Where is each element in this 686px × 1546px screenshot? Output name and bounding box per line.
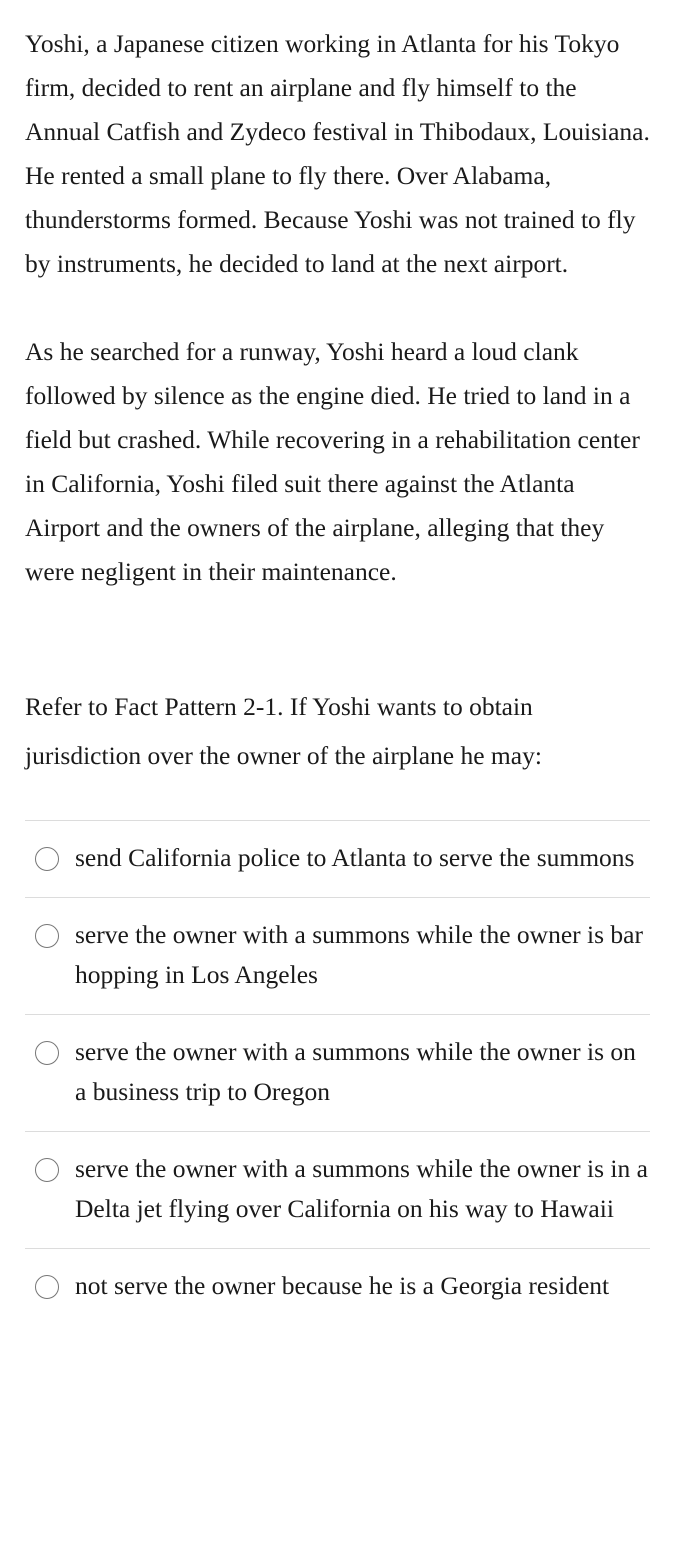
answer-option[interactable] (25, 898, 650, 1015)
answer-option-label[interactable]: not serve the owner because he is a Georgia resident (75, 1271, 610, 1300)
answer-option-label[interactable]: send California police to Atlanta to serve the summons (75, 843, 635, 872)
fact-pattern-paragraph: As he searched for a runway, Yoshi heard a loud clank followed by silence as the engine died. He tried to land in a field but crashed. While recovering in a rehabilitation center in California, Yoshi filed suit there against the Atlanta Airport and the owners of the airplane, alleging that they were negligent in their maintenance. (25, 337, 640, 586)
radio-button[interactable] (35, 1158, 59, 1182)
radio-button[interactable] (35, 847, 59, 871)
question-text: Refer to Fact Pattern 2-1. If Yoshi wants to obtain jurisdiction over the owner of the airplane he may: (25, 692, 542, 770)
radio-button[interactable] (35, 1275, 59, 1299)
answer-option-label[interactable]: serve the owner with a summons while the owner is on a business trip to Oregon (75, 1037, 636, 1106)
answer-option[interactable] (25, 1132, 650, 1249)
radio-button[interactable] (35, 1041, 59, 1065)
fact-pattern (25, 0, 650, 594)
answer-option-label[interactable]: serve the owner with a summons while the owner is bar hopping in Los Angeles (75, 920, 643, 989)
fact-pattern-paragraph: Yoshi, a Japanese citizen working in Atlanta for his Tokyo firm, decided to rent an airplane and fly himself to the Annual Catfish and Zydeco festival in Thibodaux, Louisiana. He rented a small plane to fly there. Over Alabama, thunderstorms formed. Because Yoshi was not trained to fly by instruments, he decided to land at the next airport. (25, 29, 650, 278)
answer-option[interactable] (25, 1249, 650, 1325)
answer-option[interactable] (25, 1015, 650, 1132)
answer-option-label[interactable]: serve the owner with a summons while the owner is in a Delta jet flying over California on his way to Hawaii (75, 1154, 648, 1223)
answer-options (25, 820, 650, 1325)
radio-button[interactable] (35, 924, 59, 948)
answer-option[interactable] (25, 821, 650, 898)
